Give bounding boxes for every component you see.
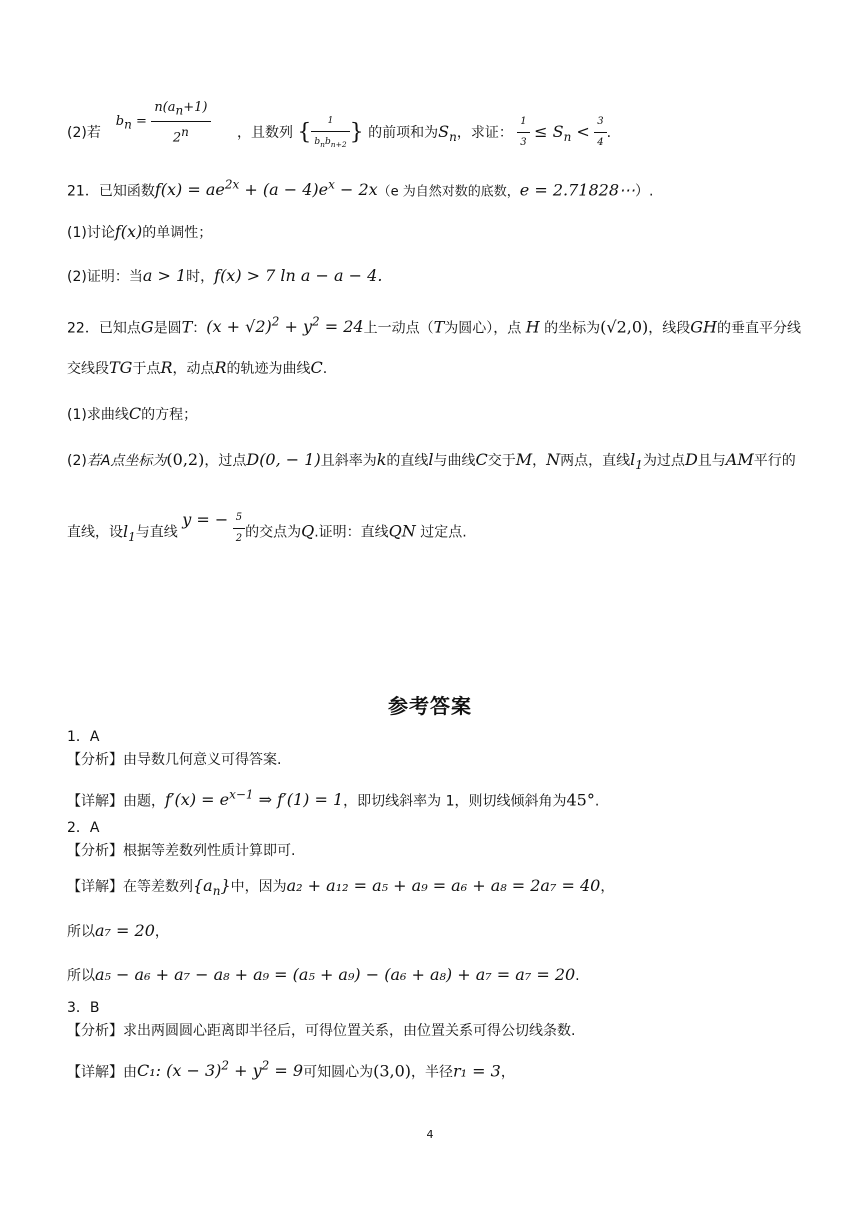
- page-number: 4: [426, 1128, 434, 1141]
- text: 在等差数列: [123, 879, 193, 895]
- sum-symbol: $S_n$: [438, 121, 457, 145]
- math: y = −: [182, 509, 229, 529]
- answer-3-detail: [67, 1056, 515, 1082]
- text: ，动点: [172, 361, 215, 377]
- math: a₅ − a₆ + a₇ − a₈ + a₉ = (a₅ + a₉) − (a₆ + a₈) + a₇ = a₇ = 20: [95, 965, 576, 984]
- math: M: [515, 450, 533, 469]
- q22-part2-cont: [67, 509, 467, 553]
- ineq-mid: ≤ $S_n$ <: [534, 121, 590, 145]
- text: 的轨迹为曲线: [226, 361, 311, 377]
- math: C: [310, 358, 323, 377]
- text: 与直线: [135, 524, 178, 541]
- math: R: [160, 358, 173, 377]
- text: 上一动点（: [363, 320, 434, 337]
- text: 的前项和为: [368, 124, 439, 141]
- text: ，且数列: [236, 124, 293, 141]
- seq-brace-open: {: [297, 119, 312, 145]
- answer-2-line3: [67, 965, 580, 986]
- text: ，: [600, 879, 615, 895]
- text: 过定点.: [415, 524, 467, 541]
- math: $f'(x) = e^{x-1}$ ⇒ f′(1) = 1: [165, 788, 344, 810]
- text: 且与: [697, 453, 726, 469]
- text: ，: [532, 453, 547, 469]
- text: 为圆心），点: [444, 320, 526, 337]
- answers-title: 参考答案: [388, 694, 472, 718]
- math: QN: [388, 521, 416, 541]
- text: 1．A: [67, 729, 100, 745]
- answer-2-line2: [67, 921, 169, 942]
- text: ，即切线斜率为 1，则切线倾斜角为: [343, 793, 567, 810]
- text: (1)讨论: [67, 225, 115, 241]
- text: 若A点坐标为: [86, 453, 167, 469]
- q22-part1: [67, 404, 197, 425]
- text: 交线段: [67, 361, 109, 377]
- label: 【分析】: [67, 1023, 123, 1039]
- text: .: [594, 793, 600, 810]
- math: D: [684, 450, 698, 469]
- ineq-right-fraction: $\frac{3}{4}$: [594, 112, 606, 153]
- math: $l_1$: [123, 521, 136, 544]
- text: 且斜率为: [320, 453, 377, 469]
- math: a₇ = 20: [95, 921, 155, 940]
- answer-2-detail: [67, 876, 614, 901]
- bn-fraction: $\frac{n(a_n+1)}{2^n}$: [151, 98, 210, 148]
- math: l: [428, 450, 434, 469]
- math: N: [546, 450, 561, 469]
- text: (2): [67, 453, 87, 469]
- q21-stem: [67, 175, 653, 202]
- text: (2)证明：当: [67, 269, 143, 285]
- math: G: [140, 317, 154, 337]
- text: 平行的: [753, 453, 796, 469]
- math: k: [376, 450, 387, 469]
- q21-part2: [67, 266, 382, 287]
- text: 所以: [67, 968, 95, 984]
- q20-part2: [67, 100, 612, 158]
- text: .: [606, 124, 612, 141]
- math: (3,0): [373, 1061, 412, 1081]
- math: T: [181, 317, 193, 337]
- q21-function: $f(x) = ae^{2x} + (a - 4)e^x - 2x$: [154, 178, 378, 200]
- math: a₂ + a₁₂ = a₅ + a₉ = a₆ + a₈ = 2a₇ = 40: [286, 876, 601, 895]
- text: 的单调性；: [142, 225, 213, 241]
- text: ，求证：: [456, 124, 513, 141]
- math: r₁ = 3: [453, 1061, 501, 1081]
- five-halves: $\frac{5}{2}$: [233, 508, 245, 549]
- math: f(x) > 7 ln a − a − 4.: [214, 266, 383, 285]
- text: 时，: [186, 269, 215, 285]
- math: C: [475, 450, 488, 469]
- text: ，过点: [204, 453, 247, 469]
- q22-part2: [67, 450, 796, 475]
- text: 22．已知点: [67, 320, 141, 337]
- label: 【详解】: [67, 1064, 123, 1081]
- text: 两点，直线: [560, 453, 631, 469]
- text: 直线，设: [67, 524, 123, 541]
- text: .: [322, 361, 328, 377]
- math: Q: [301, 521, 315, 541]
- text: ）.: [635, 183, 654, 200]
- text: 21．已知函数: [67, 183, 155, 200]
- label: 【详解】: [67, 793, 123, 810]
- label: 【分析】: [67, 752, 123, 768]
- answer-2-analysis: [67, 841, 295, 861]
- text: 的方程；: [141, 407, 198, 423]
- math: H: [525, 317, 540, 337]
- text: .: [575, 968, 580, 984]
- text: ：: [192, 320, 207, 337]
- answer-1-number: [67, 727, 99, 747]
- text: 与曲线: [433, 453, 476, 469]
- answer-3-analysis: [67, 1021, 575, 1041]
- text: 中，因为: [230, 879, 287, 895]
- text: ，半径: [411, 1064, 454, 1081]
- text: 交于: [487, 453, 516, 469]
- label: 【详解】: [67, 879, 123, 895]
- text: （e 为自然对数的底数，: [377, 184, 520, 200]
- ineq-left-fraction: $\frac{1}{3}$: [517, 112, 529, 153]
- text: 是圆: [153, 320, 182, 337]
- math: $l_1$: [630, 450, 643, 473]
- text: 为过点: [642, 453, 685, 469]
- text: ，: [154, 924, 169, 940]
- text: .证明：直线: [314, 524, 389, 541]
- text: 3．B: [67, 1000, 100, 1016]
- q22-stem-cont: [67, 358, 327, 379]
- math: AM: [725, 450, 754, 469]
- answer-1-detail: [67, 785, 599, 811]
- seq-brace-close: }: [349, 119, 364, 145]
- answer-2-number: [67, 818, 99, 838]
- text: 的直线: [386, 453, 429, 469]
- math: R: [214, 358, 227, 377]
- text: 由导数几何意义可得答案.: [123, 752, 282, 768]
- text: 的坐标为: [539, 320, 601, 337]
- text: 可知圆心为: [303, 1064, 374, 1081]
- text: (1)求曲线: [67, 407, 129, 423]
- math: (0,2): [166, 450, 205, 469]
- answer-3-number: [67, 998, 100, 1018]
- text: 所以: [67, 924, 95, 940]
- text: (2)若: [67, 124, 101, 141]
- math: C: [128, 404, 142, 423]
- text: 的交点为: [245, 524, 302, 541]
- math: D(0, − 1): [246, 450, 321, 469]
- text: 由: [123, 1064, 137, 1081]
- text: 求出两圆圆心距离即半径后，可得位置关系，由位置关系可得公切线条数.: [123, 1023, 576, 1039]
- text: 根据等差数列性质计算即可.: [123, 843, 296, 859]
- q21-part1: [67, 222, 212, 243]
- math: GH: [690, 317, 717, 337]
- math: $\{a_n\}$: [193, 876, 231, 899]
- text: 2．A: [67, 820, 100, 836]
- math: T: [433, 317, 445, 337]
- label: 【分析】: [67, 843, 123, 859]
- math: C₁: $(x - 3)^2 + y^2 = 9$: [137, 1059, 304, 1081]
- e-value: e = 2.71828⋯: [519, 180, 635, 200]
- circle-equation: $(x + √2)^2 + y^2 = 24$: [206, 315, 364, 337]
- bn-lhs: $b_n$ =: [115, 113, 147, 132]
- math: TG: [109, 358, 133, 377]
- math: 45°: [566, 790, 595, 810]
- text: ，线段: [648, 320, 691, 337]
- answer-1-analysis: [67, 750, 281, 770]
- math: (√2,0): [600, 317, 649, 337]
- text: 由题，: [123, 793, 165, 810]
- math: a > 1: [142, 266, 187, 285]
- seq-fraction: $\frac{1}{b_nb_{n+2}}$: [311, 111, 349, 155]
- text: 于点: [132, 361, 161, 377]
- q22-stem: [67, 312, 801, 338]
- math: f(x): [114, 222, 143, 241]
- text: 的垂直平分线: [716, 320, 801, 337]
- text: ，: [500, 1064, 515, 1081]
